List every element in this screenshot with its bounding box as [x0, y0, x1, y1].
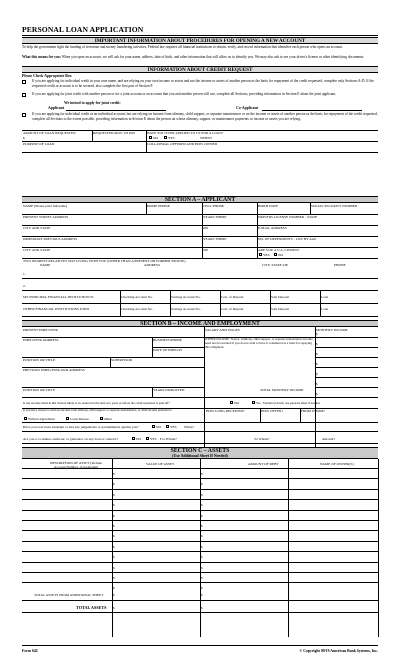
comaker-bottom: [22, 443, 378, 444]
relatives-city-col: CITY, STATE ZIP: [262, 263, 288, 267]
citizen-no-checkbox[interactable]: [274, 253, 277, 256]
relatives-label: TWO NEAREST RELATIVES NOT LIVING WITH YOU (OTHER THAN A PRESENT OR FORMER SPOUSE): [23, 259, 186, 263]
coapplicant-initial-line[interactable]: [262, 110, 362, 111]
employer-address-label: EMPLOYER ADDRESS: [23, 338, 59, 342]
other-institutions-label: OTHER FINANCIAL INSTITUTIONS USED: [23, 307, 90, 311]
asset-debt-dollar: $: [201, 503, 203, 508]
individual-credit-checkbox[interactable]: [22, 80, 26, 84]
bankrupt-no-checkbox[interactable]: [152, 425, 155, 428]
applied-before-label: HAVE YOU EVER APPLIED TO US FOR A LOAN?: [147, 131, 224, 135]
applicant-initial-line[interactable]: [66, 110, 166, 111]
asset-value-dollar: $: [113, 503, 115, 508]
applicant-initial-label: Applicant: [48, 106, 65, 110]
total-assets-label: TOTAL ASSETS: [76, 605, 107, 610]
asset-value-dollar: $: [113, 534, 115, 539]
collateral-label: COLLATERAL OFFERED AND HOW OWNED: [147, 142, 218, 146]
total-assets-debt-dollar: $: [201, 606, 203, 610]
asset-debt-dollar: $: [201, 524, 203, 528]
bankrupt-yes-label: YES: [170, 425, 177, 429]
cell-phone-label: CELL PHONE: [203, 204, 225, 208]
from-whom-label: FROM WHOM?: [301, 409, 325, 413]
section-a-header: SECTION A – APPLICANT: [22, 196, 378, 203]
asset-debt-dollar: $: [201, 513, 203, 518]
name-label: NAME (Please print full name): [23, 204, 68, 208]
reduce-no-checkbox[interactable]: [230, 401, 233, 404]
applied-yes-label: YES: [168, 136, 175, 140]
previous-employer-label: PREVIOUS EMPLOYER AND ADDRESS: [23, 368, 85, 372]
street-address-label: PRESENT STREET ADDRESS: [23, 215, 69, 219]
prev-position-label: POSITION OR TITLE: [23, 388, 56, 392]
asset-div-3: [288, 459, 289, 637]
amount-label: Amount?: [322, 437, 336, 441]
principal-savings-label: Savings Account No.: [171, 295, 201, 299]
previous-years-label: YEARS THERE: [203, 237, 227, 241]
court-decree-label: Court Decree: [70, 417, 89, 421]
income-reduce-question: Is any income listed in this Section likely to be reduced in the next two years or before the credit requested is paid off?: [23, 401, 170, 405]
b-row1-bottom: [22, 337, 378, 338]
principal-checking-label: Checking Account No.: [121, 295, 153, 299]
income-dollar-4: $: [316, 372, 318, 376]
principal-loan-label: Loan: [321, 295, 329, 299]
b-income-line-3: [315, 367, 378, 368]
bank-div-4: [270, 290, 271, 316]
asset-row-line: [22, 600, 378, 601]
ssn-label: SOCIAL SECURITY NUMBER: [311, 204, 358, 208]
disclose-bottom: [22, 422, 378, 423]
relying-on-others-checkbox[interactable]: [22, 113, 26, 117]
home-phone-label: HOME PHONE: [147, 204, 170, 208]
asset-debt-dollar: $: [201, 565, 203, 570]
other-cd-label: Cert. of Deposit: [221, 307, 244, 311]
relative-1-line: [22, 278, 378, 279]
for-whom-label: For Whom?: [160, 437, 177, 441]
bankrupt-question: Have you ever been bankrupt or had any judgements or garnishments against you?: [23, 425, 139, 429]
important-header: IMPORTANT INFORMATION ABOUT PROCEDURES FOR OPENING A NEW ACCOUNT: [22, 37, 378, 44]
other-income-notice: OTHER INCOME: Notice: Alimony, child support, or separate maintenance income need not be revealed if you do not wish to have it considered as a basis for repaying this obligation.: [205, 337, 313, 349]
important-paragraph-2-body: When you open an account, we will ask for your name, address, date of birth, and other information that will allow us to identify you. We may also ask to see your driver's license or other identifying documents.: [60, 55, 365, 59]
email-label: E-MAIL ADDRESS: [258, 226, 287, 230]
important-paragraph-1: To help the government fight the funding of terrorism and money laundering activities, Federal law requires all financial institutions to obtain, verify, and record information that identifies each person who opens an account.: [22, 45, 343, 49]
asset-row-line: [22, 562, 378, 563]
relying-on-others-text: If you are applying for individual credit or an individual account, but are relying on income from alimony, child support, or separate maintenance or on the income or assets of another person as the basis for repayment of the credit requested, complete all Sections to the extent possible, providing information in Section E about the person on whose alimony, support, or maintenance payments or income or assets you are relying.: [32, 112, 378, 121]
asset-value-dollar: $: [113, 524, 115, 528]
total-additional-debt-dollar: $: [201, 593, 203, 597]
footer-rule: [22, 645, 378, 646]
asset-value-dollar: $: [113, 586, 115, 591]
title-rule: [22, 35, 378, 36]
asset-debt-dollar: $: [201, 472, 203, 476]
principal-institution-label: MY PRINCIPAL FINANCIAL INSTITUTION IS: [23, 295, 94, 299]
reduce-explain-label: Yes - Explain in detail, use separate sheet if needed.: [256, 401, 321, 405]
other-disclose-label: Other: [104, 417, 112, 421]
individual-credit-text: If you are applying for individual credit in your own name, and are relying on your own income or assets and not the income or assets of another person as the basis for repayment of the credit requested, complete only Sections A-D. If the requested credit or account is to be secured, also complete the first part of Section F.: [32, 79, 374, 88]
credit-request-header: INFORMATION ABOUT CREDIT REQUEST: [22, 66, 378, 73]
section-c-title: SECTION C – ASSETS: [170, 447, 230, 454]
important-paragraph-2: [22, 55, 378, 60]
comaker-yes-checkbox[interactable]: [146, 437, 149, 440]
us-citizen-label: ARE YOU A U.S. CITIZEN?: [258, 248, 300, 252]
court-decree-checkbox[interactable]: [66, 417, 69, 420]
asset-value-col: VALUE OF ASSET: [146, 462, 175, 466]
other-savings-label: Savings Account No.: [171, 307, 201, 311]
asset-row-line: [22, 499, 378, 500]
previous-address-label: IMMEDIATE PREVIOUS ADDRESS: [23, 237, 78, 241]
loan-grid-bottom: [22, 152, 378, 153]
asset-debt-dollar: $: [201, 492, 203, 497]
page-title: PERSONAL LOAN APPLICATION: [22, 25, 144, 34]
bank-div-1: [120, 290, 121, 316]
drivers-license-label: DRIVERS LICENSE NUMBER - STATE: [258, 215, 318, 219]
relatives-phone-col: PHONE: [334, 263, 346, 267]
other-loan-label: Loan: [321, 307, 329, 311]
asset-debt-dollar: $: [201, 555, 203, 560]
bankrupt-when-label: When?: [184, 425, 194, 429]
disclose-income-text: If you have chosen to disclose income from alimony, child support or separate maintenance, or child income pursuant to: [23, 408, 172, 412]
asset-value-dollar: $: [113, 544, 115, 549]
written-agreement-checkbox[interactable]: [24, 417, 27, 420]
relative-2-line: [22, 290, 378, 291]
comaker-no-checkbox[interactable]: [132, 437, 135, 440]
asset-row-line: [22, 510, 378, 511]
b-income-line-2: [315, 357, 378, 358]
relative-1-number: 1.: [23, 272, 26, 276]
section-c-header: [22, 447, 378, 459]
b-income-line-5: [315, 387, 378, 388]
other-disclose-checkbox[interactable]: [100, 417, 103, 420]
salary-dollar: $: [316, 332, 318, 336]
bank-div-3: [220, 290, 221, 316]
asset-debt-dollar: $: [201, 482, 203, 487]
comaker-no-label: NO: [136, 437, 142, 441]
present-employer-label: PRESENT EMPLOYER: [23, 328, 58, 332]
asset-value-dollar: $: [113, 555, 115, 560]
years-there-label: YEARS THERE: [203, 215, 227, 219]
a-row1-bottom: [22, 214, 378, 215]
important-what-this-means: What this means for you:: [22, 55, 61, 59]
asset-value-dollar: $: [113, 513, 115, 518]
asset-value-dollar: $: [113, 492, 115, 497]
bankrupt-yes-checkbox[interactable]: [166, 425, 169, 428]
purpose-label: PURPOSE OF LOAN: [23, 142, 55, 146]
asset-debt-dollar: $: [201, 534, 203, 539]
loan-amount-dollar: $: [23, 136, 25, 140]
asset-row-line: [22, 572, 378, 573]
asset-row-line: [22, 530, 378, 531]
supervisor-label: SUPERVISOR: [111, 358, 133, 362]
years-employed-label: YEARS EMPLOYED: [153, 388, 185, 392]
salary-label: SALARY AND WAGES: [205, 328, 240, 332]
asset-div-right: [378, 459, 379, 637]
total-additional-value-dollar: $: [113, 593, 115, 597]
dependents-label: NO. OF DEPENDENTS - LIST BY AGE: [258, 237, 317, 241]
how-often-label: HOW OFTEN?: [261, 409, 284, 413]
joint-credit-text: If you are applying for joint credit with another person or for a joint account or an account that you and another person will use, complete all Sections, providing information in Section E about the joint applicant.: [32, 92, 337, 96]
asset-row-line: [22, 489, 378, 490]
relative-2-number: 2.: [23, 284, 26, 288]
check-box-label: Please Check Appropriate Box: [22, 74, 72, 78]
asset-row-line: [22, 582, 378, 583]
position-title-label: POSITION OR TITLE: [23, 358, 56, 362]
loan-amount-label: AMOUNT OF LOAN REQUESTED: [23, 131, 76, 135]
to-whom-label: To Whom?: [254, 437, 270, 441]
city-state-label: CITY AND STATE: [23, 226, 51, 230]
business-phone-label: BUSINESS PHONE: [153, 338, 183, 342]
bank-row-1-bottom: [22, 303, 378, 304]
asset-row-line: [22, 551, 378, 552]
total-additional-label: TOTAL ASSETS FROM ADDITIONAL SHEET: [34, 593, 104, 597]
bank-div-5: [320, 290, 321, 316]
asset-value-dollar: $: [113, 472, 115, 476]
comaker-yes-label: YES: [150, 437, 157, 441]
b-income-line-1: [315, 347, 378, 348]
zip-label: ZIP: [203, 226, 209, 230]
asset-desc-col-label: DESCRIPTION OF ASSET (Include Account Number, if applicable): [50, 461, 102, 470]
asset-value-dollar: $: [113, 482, 115, 487]
reduce-yes-checkbox[interactable]: [252, 401, 255, 404]
income-dollar-5: $: [316, 382, 318, 386]
asset-value-dollar: $: [113, 576, 115, 580]
relatives-name-col: NAME: [40, 263, 51, 267]
relatives-address-col: ADDRESS: [144, 263, 160, 267]
requested-months-label: REQUESTED MOS. TO PAY: [93, 131, 136, 135]
prev-city-state-label: CITY AND STATE: [23, 248, 51, 252]
joint-intent-label: We intend to apply for joint credit:: [64, 101, 121, 105]
principal-safe-deposit-label: Safe Deposit: [271, 295, 289, 299]
asset-row-line: [22, 520, 378, 521]
applied-no-label: NO: [153, 136, 159, 140]
coapplicant-initial-label: Co-Applicant: [236, 106, 258, 110]
a-row2-bottom: [22, 225, 378, 226]
birth-date-label: BIRTH DATE: [258, 204, 279, 208]
bankrupt-no-label: NO: [156, 425, 162, 429]
joint-credit-checkbox[interactable]: [22, 93, 26, 97]
prev-zip-label: ZIP: [203, 248, 209, 252]
citizen-no-label: NO: [278, 253, 284, 257]
section-b-header: SECTION B – INCOME AND EMPLOYMENT: [22, 320, 378, 327]
total-income-dollar: $: [316, 392, 318, 396]
bankrupt-bottom: [22, 431, 378, 432]
asset-row-line: [22, 468, 378, 469]
bank-div-2: [170, 290, 171, 316]
b-income-line-4: [315, 377, 378, 378]
asset-value-dollar: $: [113, 565, 115, 570]
a-row4-bottom: [22, 247, 378, 248]
asset-debt-dollar: $: [201, 544, 203, 549]
asset-owner-col: NAME OF OWNER(S): [320, 462, 354, 466]
income-dollar-1: $: [316, 342, 318, 346]
asset-debt-dollar: $: [201, 576, 203, 580]
principal-cd-label: Cert. of Deposit: [221, 295, 244, 299]
reduce-no-label: NO: [234, 401, 240, 405]
citizen-yes-checkbox[interactable]: [259, 253, 262, 256]
asset-debt-col: AMOUNT OF DEBT: [248, 462, 279, 466]
section-c-subtitle: (Use Additional Sheet If Needed): [172, 453, 228, 458]
other-checking-label: Checking Account No.: [121, 307, 153, 311]
applied-no-checkbox[interactable]: [149, 136, 152, 139]
income-dollar-3: $: [316, 362, 318, 366]
total-monthly-income-label: TOTAL MONTHLY INCOME: [260, 388, 304, 392]
other-safe-deposit-label: Safe Deposit: [271, 307, 289, 311]
total-assets-value-dollar: $: [113, 606, 115, 610]
form-number: Form 642: [22, 649, 38, 653]
total-assets-bottom: [22, 612, 378, 613]
date-employ-label: DATE OF EMPLOY: [153, 348, 183, 352]
asset-row-line: [22, 541, 378, 542]
how-long-label: HOW LONG RECEIVED?: [206, 409, 245, 413]
comaker-question: Are you a co-maker, endorser, or guarantor on any loan or contract?: [23, 437, 119, 441]
applied-yes-checkbox[interactable]: [164, 136, 167, 139]
b-row5-bottom: [22, 397, 378, 398]
income-dollar-2: $: [316, 352, 318, 356]
written-agreement-label: Written Agreement: [28, 417, 55, 421]
bank-row-2-bottom: [22, 316, 378, 317]
asset-row-line: [22, 478, 378, 479]
applied-when-label: WHEN?: [200, 136, 213, 140]
citizen-yes-label: YES: [263, 253, 270, 257]
copyright: © Copyright 09/19 American Bank Systems, Inc.: [299, 649, 378, 653]
asset-debt-dollar: $: [201, 586, 203, 591]
monthly-income-label: MONTHLY INCOME: [316, 328, 348, 332]
